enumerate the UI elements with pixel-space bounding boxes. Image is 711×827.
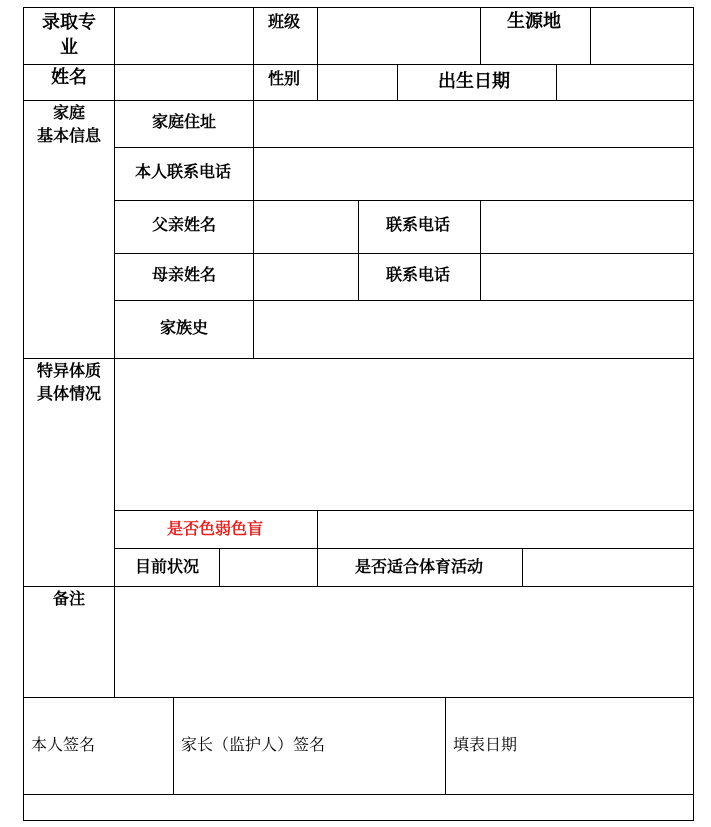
self-phone-value-cell[interactable] bbox=[253, 147, 694, 201]
physique-section-label-line2: 具体情况 bbox=[36, 384, 101, 403]
name-label: 姓名 bbox=[51, 67, 87, 88]
father-name-value-cell[interactable] bbox=[253, 200, 359, 254]
history-label: 家族史 bbox=[160, 318, 209, 337]
sports-label-cell bbox=[317, 548, 523, 587]
mother-phone-label: 联系电话 bbox=[386, 265, 451, 284]
origin-value-cell[interactable] bbox=[590, 7, 694, 65]
origin-label: 生源地 bbox=[507, 11, 561, 32]
notes-label: 备注 bbox=[52, 589, 85, 608]
bottom-empty-row bbox=[23, 794, 694, 821]
mother-name-label: 母亲姓名 bbox=[152, 265, 217, 284]
class-label: 班级 bbox=[268, 12, 301, 31]
father-name-label: 父亲姓名 bbox=[152, 215, 217, 234]
origin-label-cell bbox=[480, 7, 591, 65]
status-label-cell bbox=[114, 548, 220, 587]
status-label: 目前状况 bbox=[135, 557, 200, 576]
fill-date-label: 填表日期 bbox=[453, 735, 518, 754]
colorblind-label: 是否色弱色盲 bbox=[167, 519, 264, 538]
mother-phone-value-cell[interactable] bbox=[480, 253, 694, 301]
physique-detail-cell[interactable] bbox=[114, 358, 694, 511]
gender-label-cell bbox=[253, 64, 318, 101]
major-value-cell[interactable] bbox=[114, 7, 254, 65]
father-phone-label: 联系电话 bbox=[386, 215, 451, 234]
self-signature-label: 本人签名 bbox=[31, 735, 96, 754]
physique-section-cell bbox=[23, 358, 115, 587]
father-name-label-cell bbox=[114, 200, 254, 254]
father-phone-label-cell bbox=[358, 200, 481, 254]
major-label-cell bbox=[23, 7, 115, 65]
self-phone-label: 本人联系电话 bbox=[135, 162, 232, 181]
status-value-cell[interactable] bbox=[219, 548, 318, 587]
fill-date-cell[interactable] bbox=[445, 697, 694, 795]
self-signature-cell[interactable] bbox=[23, 697, 174, 795]
birth-label: 出生日期 bbox=[438, 71, 510, 92]
sports-value-cell[interactable] bbox=[522, 548, 694, 587]
notes-label-cell bbox=[23, 586, 115, 698]
history-value-cell[interactable] bbox=[253, 300, 694, 359]
gender-value-cell[interactable] bbox=[317, 64, 398, 101]
mother-name-label-cell bbox=[114, 253, 254, 301]
history-label-cell bbox=[114, 300, 254, 359]
address-label: 家庭住址 bbox=[152, 112, 217, 131]
major-label-line1: 录取专 bbox=[42, 12, 96, 33]
colorblind-value-cell[interactable] bbox=[317, 510, 694, 549]
name-value-cell[interactable] bbox=[114, 64, 254, 101]
self-phone-label-cell bbox=[114, 147, 254, 201]
physique-section-label-line1: 特异体质 bbox=[36, 361, 101, 380]
colorblind-label-cell bbox=[114, 510, 318, 549]
father-phone-value-cell[interactable] bbox=[480, 200, 694, 254]
class-value-cell[interactable] bbox=[317, 7, 481, 65]
guardian-signature-cell[interactable] bbox=[173, 697, 446, 795]
class-label-cell bbox=[253, 7, 318, 65]
birth-label-cell bbox=[397, 64, 557, 101]
name-label-cell bbox=[23, 64, 115, 101]
major-label-line2: 业 bbox=[60, 37, 78, 58]
sports-label: 是否适合体育活动 bbox=[355, 557, 484, 576]
birth-value-cell[interactable] bbox=[556, 64, 694, 101]
guardian-signature-label: 家长（监护人）签名 bbox=[181, 735, 326, 754]
gender-label: 性别 bbox=[268, 69, 301, 88]
notes-value-cell[interactable] bbox=[114, 586, 694, 698]
family-section-label-line2: 基本信息 bbox=[36, 126, 101, 145]
mother-name-value-cell[interactable] bbox=[253, 253, 359, 301]
family-section-cell bbox=[23, 100, 115, 359]
address-value-cell[interactable] bbox=[253, 100, 694, 148]
address-label-cell bbox=[114, 100, 254, 148]
family-section-label-line1: 家庭 bbox=[52, 103, 85, 122]
mother-phone-label-cell bbox=[358, 253, 481, 301]
